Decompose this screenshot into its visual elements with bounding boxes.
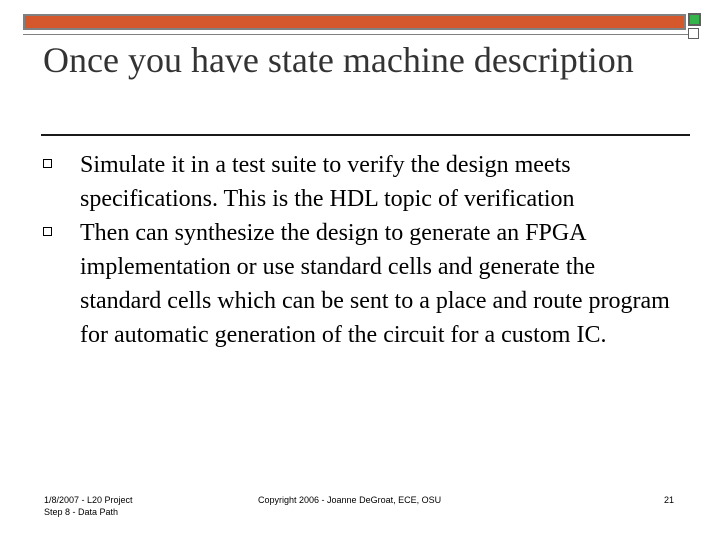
page-number: 21 — [664, 495, 675, 505]
bullet-text: Simulate it in a test suite to verify the design meets specifications. This is the HDL topic of verification — [80, 152, 575, 212]
bullet-item — [40, 216, 680, 352]
footer-copyright: Copyright 2006 - Joanne DeGroat, ECE, OSU — [258, 495, 442, 505]
footer-date: 1/8/2007 - L20 Project — [44, 495, 133, 505]
bullet-text: Then can synthesize the design to generate an FPGA implementation or use standard cells and generate the standard cells which can be sent to a place and route program for automatic generation of the circuit for a custom IC. — [80, 220, 670, 348]
square-bullet-icon — [43, 159, 52, 168]
slide-title: Once you have state machine description — [43, 40, 634, 80]
top-divider-line — [23, 34, 689, 35]
corner-square-green — [688, 13, 701, 26]
footer-date-topic — [44, 494, 204, 518]
footer-topic: Step 8 - Data Path — [44, 507, 119, 517]
title-underline — [41, 134, 690, 136]
square-bullet-icon — [43, 227, 52, 236]
corner-square-outline — [688, 28, 699, 39]
top-accent-bar — [23, 14, 686, 30]
bullet-list — [40, 148, 680, 352]
bullet-item — [40, 148, 680, 216]
